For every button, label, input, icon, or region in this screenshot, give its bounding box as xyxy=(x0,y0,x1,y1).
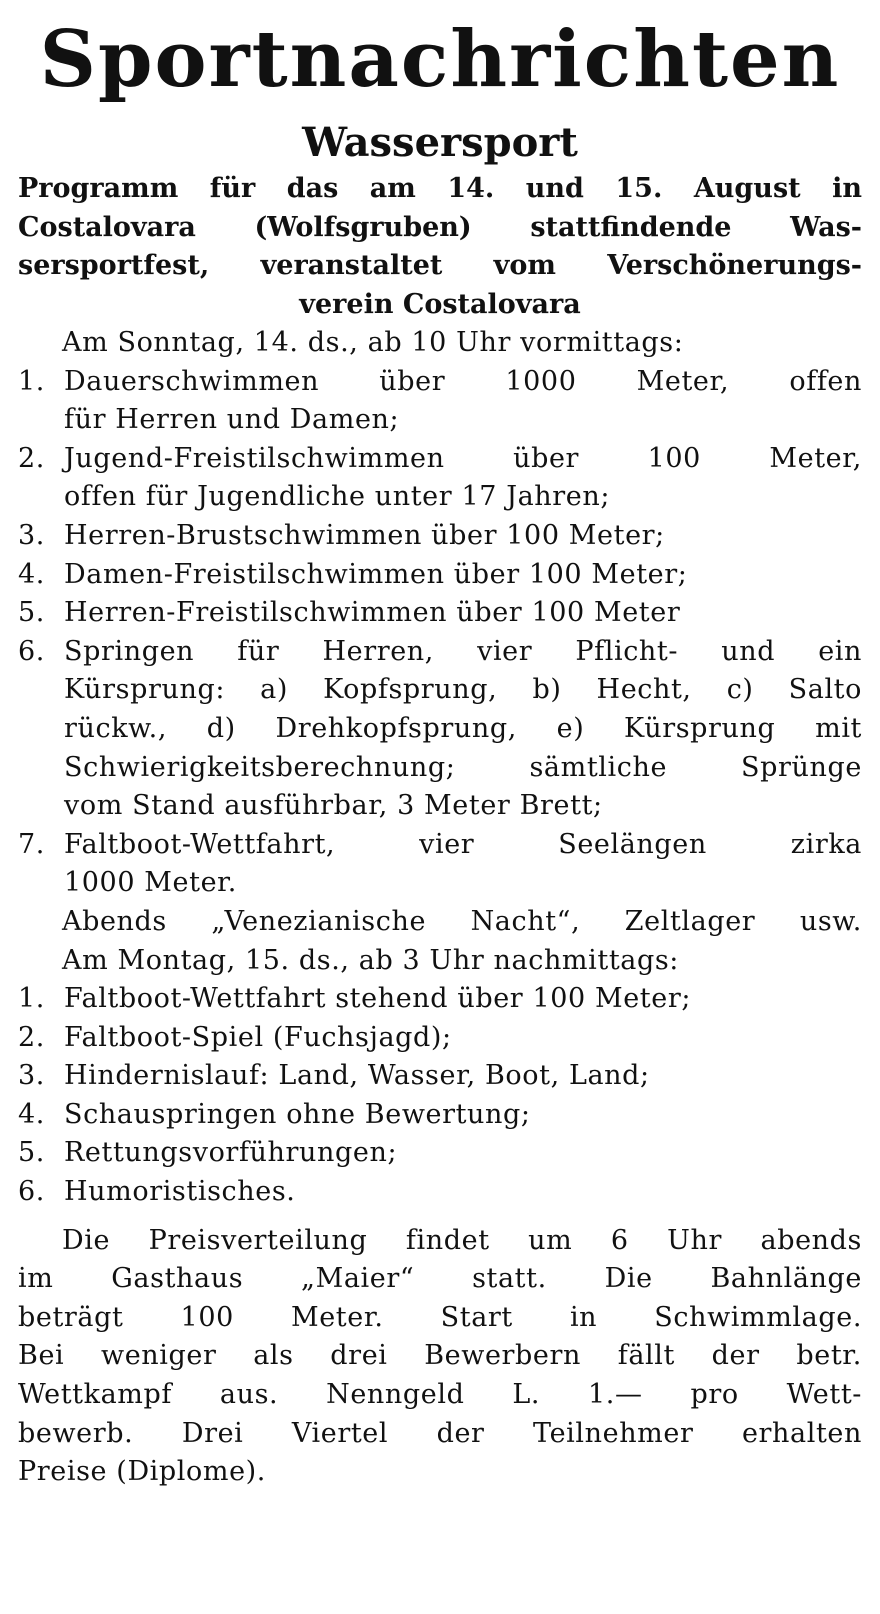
item-number: 4. xyxy=(18,558,45,590)
item-number: 2. xyxy=(18,442,45,474)
item-number: 2. xyxy=(18,1021,45,1053)
item-line: Herren-Brustschwimmen über 100 Meter; xyxy=(64,519,665,551)
item-line: vom Stand ausführbar, 3 Meter Brett; xyxy=(64,790,603,822)
item-number: 7. xyxy=(18,828,45,860)
intro-line: sersportfest, veranstaltet vom Verschönerungs- xyxy=(18,250,862,281)
monday-heading: Am Montag, 15. ds., ab 3 Uhr nachmittags: xyxy=(62,944,680,976)
paragraph-line: Die Preisverteilung findet um 6 Uhr abends xyxy=(62,1224,862,1256)
item-number: 1. xyxy=(18,983,45,1015)
intro-line: verein Costalovara xyxy=(299,288,581,320)
item-line: Faltboot-Wettfahrt, vier Seelängen zirka xyxy=(64,828,862,860)
item-line: Kürsprung: a) Kopfsprung, b) Hecht, c) Salto xyxy=(64,674,862,706)
list-item xyxy=(18,1173,862,1212)
item-line: Rettungsvorführungen; xyxy=(64,1137,398,1169)
item-number: 4. xyxy=(18,1098,45,1130)
list-item xyxy=(18,1019,862,1058)
list-item xyxy=(18,826,862,903)
item-line: Springen für Herren, vier Pflicht- und ein xyxy=(64,635,862,667)
paragraph-line: im Gasthaus „Maier“ statt. Die Bahnlänge xyxy=(18,1263,862,1295)
item-line: Hindernislauf: Land, Wasser, Boot, Land; xyxy=(64,1060,650,1092)
item-line: 1000 Meter. xyxy=(64,867,237,899)
list-item xyxy=(18,1134,862,1173)
item-number: 5. xyxy=(18,597,45,629)
item-line: Damen-Freistilschwimmen über 100 Meter; xyxy=(64,558,688,590)
paragraph-line: Bei weniger als drei Bewerbern fällt der betr. xyxy=(18,1340,862,1372)
intro-line: Costalovara (Wolfsgruben) stattfindende Was- xyxy=(18,211,862,243)
item-line: offen für Jugendliche unter 17 Jahren; xyxy=(64,481,611,513)
list-item xyxy=(18,594,862,633)
item-number: 3. xyxy=(18,519,45,551)
paragraph-line: beträgt 100 Meter. Start in Schwimmlage. xyxy=(18,1301,862,1333)
sunday-program-list xyxy=(18,363,862,903)
list-item xyxy=(18,440,862,517)
item-number: 6. xyxy=(18,1176,45,1208)
paragraph-line: Wettkampf aus. Nenngeld L. 1.— pro Wett- xyxy=(18,1379,862,1411)
item-number: 6. xyxy=(18,635,45,667)
item-number: 5. xyxy=(18,1137,45,1169)
sunday-heading: Am Sonntag, 14. ds., ab 10 Uhr vormittags: xyxy=(62,327,684,358)
intro-line: Programm für das am 14. und 15. August in xyxy=(18,173,862,204)
section-title: Wassersport xyxy=(302,119,578,166)
item-line: Faltboot-Spiel (Fuchsjagd); xyxy=(64,1021,452,1053)
program-intro xyxy=(18,170,862,324)
item-line: Schwierigkeitsberechnung; sämtliche Sprünge xyxy=(64,751,862,783)
list-item xyxy=(18,517,862,556)
item-line: für Herren und Damen; xyxy=(64,404,400,436)
list-item xyxy=(18,1057,862,1096)
list-item xyxy=(18,1096,862,1135)
item-number: 3. xyxy=(18,1060,45,1092)
list-item xyxy=(18,980,862,1019)
paragraph-line: bewerb. Drei Viertel der Teilnehmer erhalten xyxy=(18,1417,862,1449)
item-line: Humoristisches. xyxy=(64,1176,296,1208)
item-line: Dauerschwimmen über 1000 Meter, offen xyxy=(64,365,862,397)
item-line: Herren-Freistilschwimmen über 100 Meter xyxy=(64,597,681,629)
closing-paragraph xyxy=(18,1222,862,1492)
article-body xyxy=(18,324,862,1492)
item-line: Schauspringen ohne Bewertung; xyxy=(64,1098,531,1130)
item-number: 1. xyxy=(18,365,45,397)
evening-note: Abends „Venezianische Nacht“, Zeltlager usw. xyxy=(62,905,862,937)
list-item xyxy=(18,363,862,440)
list-item xyxy=(18,633,862,826)
item-line: Faltboot-Wettfahrt stehend über 100 Meter; xyxy=(64,983,692,1015)
monday-program-list xyxy=(18,980,862,1212)
headline: Sportnachrichten xyxy=(39,14,841,105)
item-line: Jugend-Freistilschwimmen über 100 Meter, xyxy=(64,442,862,474)
paragraph-line: Preise (Diplome). xyxy=(18,1456,266,1488)
item-line: rückw., d) Drehkopfsprung, e) Kürsprung mit xyxy=(64,712,862,744)
list-item xyxy=(18,556,862,595)
